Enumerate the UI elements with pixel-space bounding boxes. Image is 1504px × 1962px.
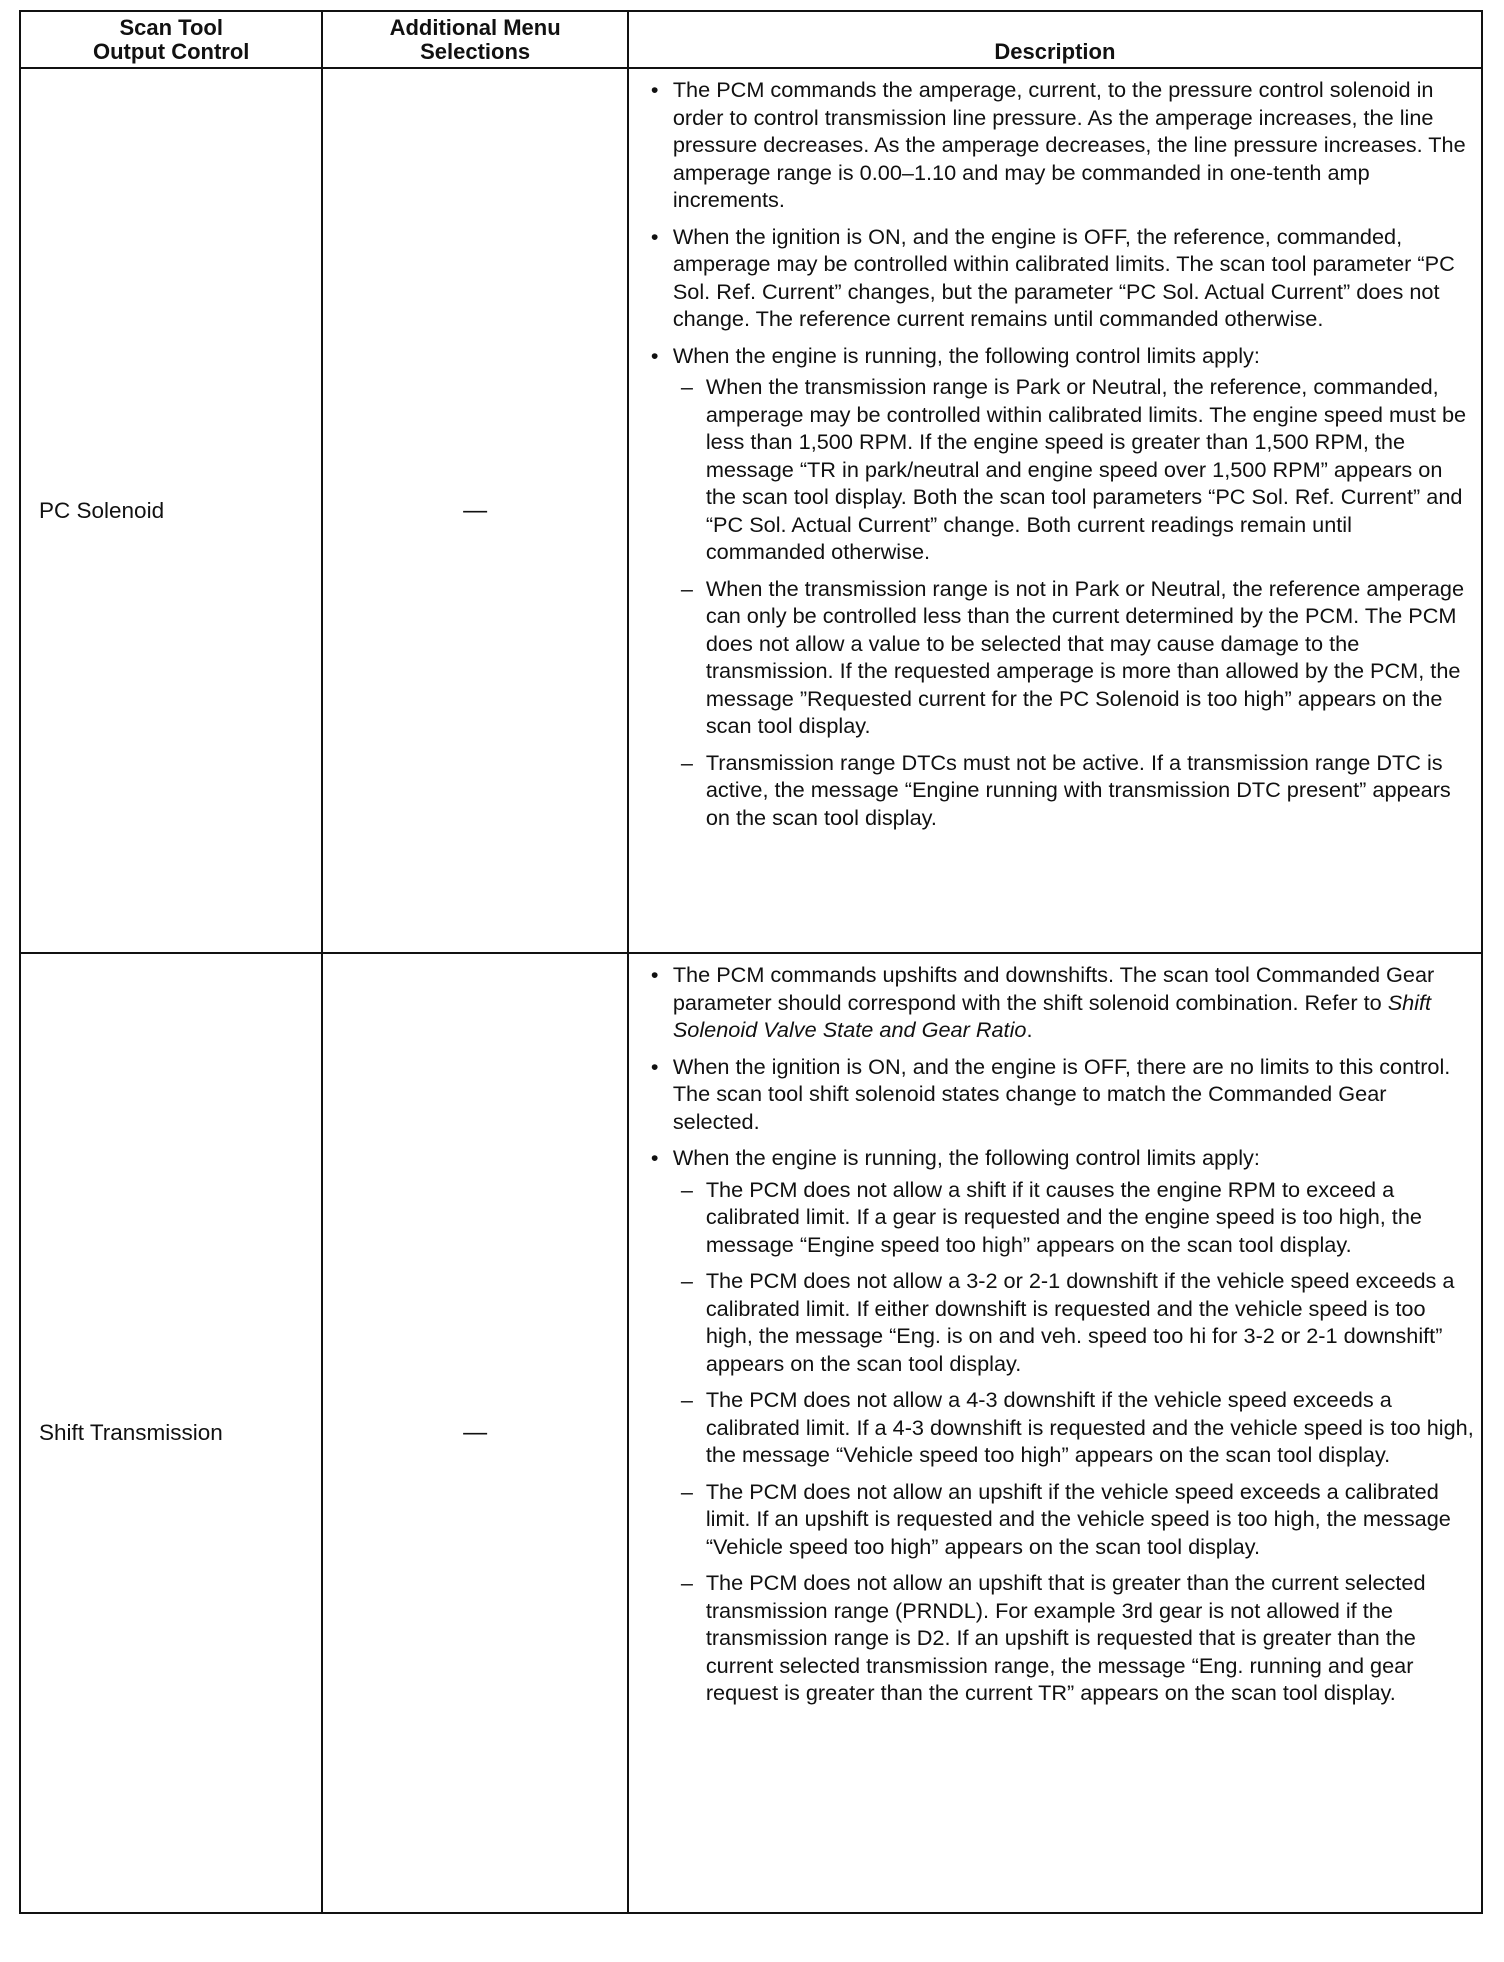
bullet-item: • The PCM commands the amperage, current, to the pressure control solenoid in order to control transmission line pressure. As the amperage increases, the line pressure decreases. As the amperage decreases, the line pressure increases. The amperage range is 0.00–1.10 and may be commanded in one-tenth amp increments.	[641, 76, 1475, 214]
dash-item: – Transmission range DTCs must not be active. If a transmission range DTC is active, the message “Engine running with transmission DTC present” appears on the scan tool display.	[671, 749, 1475, 832]
row-name: Shift Transmission	[20, 953, 322, 1913]
dash-item: – When the transmission range is not in Park or Neutral, the reference amperage can only be controlled less than the current determined by the PCM. The PCM does not allow a value to be selected that may cause damage to the transmission. If the requested amperage is more than allowed by the PCM, the message ”Requested current for the PC Solenoid is too high” appears on the scan tool display.	[671, 575, 1475, 740]
dash-list	[673, 373, 1475, 831]
dash-list	[673, 1176, 1475, 1707]
bullet-item: • When the ignition is ON, and the engine is OFF, there are no limits to this control. The scan tool shift solenoid states change to match the Commanded Gear selected.	[641, 1053, 1475, 1136]
dash-item: – When the transmission range is Park or Neutral, the reference, commanded, amperage may be controlled within calibrated limits. The engine speed must be less than 1,500 RPM. If the engine speed is greater than 1,500 RPM, the message “TR in park/neutral and engine speed over 1,500 RPM” appears on the scan tool display. Both the scan tool parameters “PC Sol. Ref. Current” and “PC Sol. Actual Current” change. Both current readings remain until commanded otherwise.	[671, 373, 1475, 566]
dash-item: – The PCM does not allow an upshift if the vehicle speed exceeds a calibrated limit. If an upshift is requested and the vehicle speed is too high, the message “Vehicle speed too high” appears on the scan tool display.	[671, 1478, 1475, 1561]
bullet-text-end: .	[1026, 1017, 1033, 1042]
bullet-item: • When the ignition is ON, and the engine is OFF, the reference, commanded, amperage may be controlled within calibrated limits. The scan tool parameter “PC Sol. Ref. Current” changes, but the parameter “PC Sol. Actual Current” does not change. The reference current remains until commanded otherwise.	[641, 223, 1475, 333]
dash-item: – The PCM does not allow a shift if it causes the engine RPM to exceed a calibrated limit. If a gear is requested and the engine speed is too high, the message “Engine speed too high” appears on the scan tool display.	[671, 1176, 1475, 1259]
header-description: Description	[628, 11, 1482, 68]
table-row-shift-transmission	[20, 953, 1482, 1913]
bullet-text: The PCM commands upshifts and downshifts. The scan tool Commanded Gear parameter should correspond with the shift solenoid combination. Refer to	[672, 962, 1435, 1015]
row-description	[628, 68, 1482, 953]
table-row-pc-solenoid	[20, 68, 1482, 953]
row-menu-selection: —	[322, 953, 627, 1913]
row-name: PC Solenoid	[20, 68, 322, 953]
bullet-item	[641, 342, 1475, 832]
bullet-item	[641, 1144, 1475, 1707]
output-control-table	[19, 10, 1483, 1914]
bullet-text: When the engine is running, the following control limits apply:	[672, 1145, 1260, 1170]
bullet-text: When the engine is running, the following control limits apply:	[672, 342, 1260, 368]
bullet-item	[641, 961, 1475, 1044]
dash-item: – The PCM does not allow a 3-2 or 2-1 downshift if the vehicle speed exceeds a calibrated limit. If either downshift is requested and the vehicle speed is too high, the message “Eng. is on and veh. speed too hi for 3-2 or 2-1 downshift” appears on the scan tool display.	[671, 1267, 1475, 1377]
row-menu-selection: —	[322, 68, 627, 953]
bullet-list	[641, 961, 1475, 1707]
row-description	[628, 953, 1482, 1913]
dash-item: – The PCM does not allow a 4-3 downshift if the vehicle speed exceeds a calibrated limit. If a 4-3 downshift is requested and the vehicle speed is too high, the message “Vehicle speed too high” appears on the scan tool display.	[671, 1386, 1475, 1469]
header-row	[20, 11, 1482, 68]
dash-item: – The PCM does not allow an upshift that is greater than the current selected transmission range (PRNDL). For example 3rd gear is not allowed if the transmission range is D2. If an upshift is requested that is greater than the current selected transmission range, the message “Eng. running and gear request is greater than the current TR” appears on the scan tool display.	[671, 1569, 1475, 1707]
bullet-list	[641, 76, 1475, 831]
header-scan-tool-output-control: Scan Tool Output Control	[20, 11, 322, 68]
header-additional-menu-selections: Additional Menu Selections	[322, 11, 627, 68]
cross-reference-link-text: Shift Solenoid Valve State and Gear Ratio	[672, 989, 1432, 1042]
